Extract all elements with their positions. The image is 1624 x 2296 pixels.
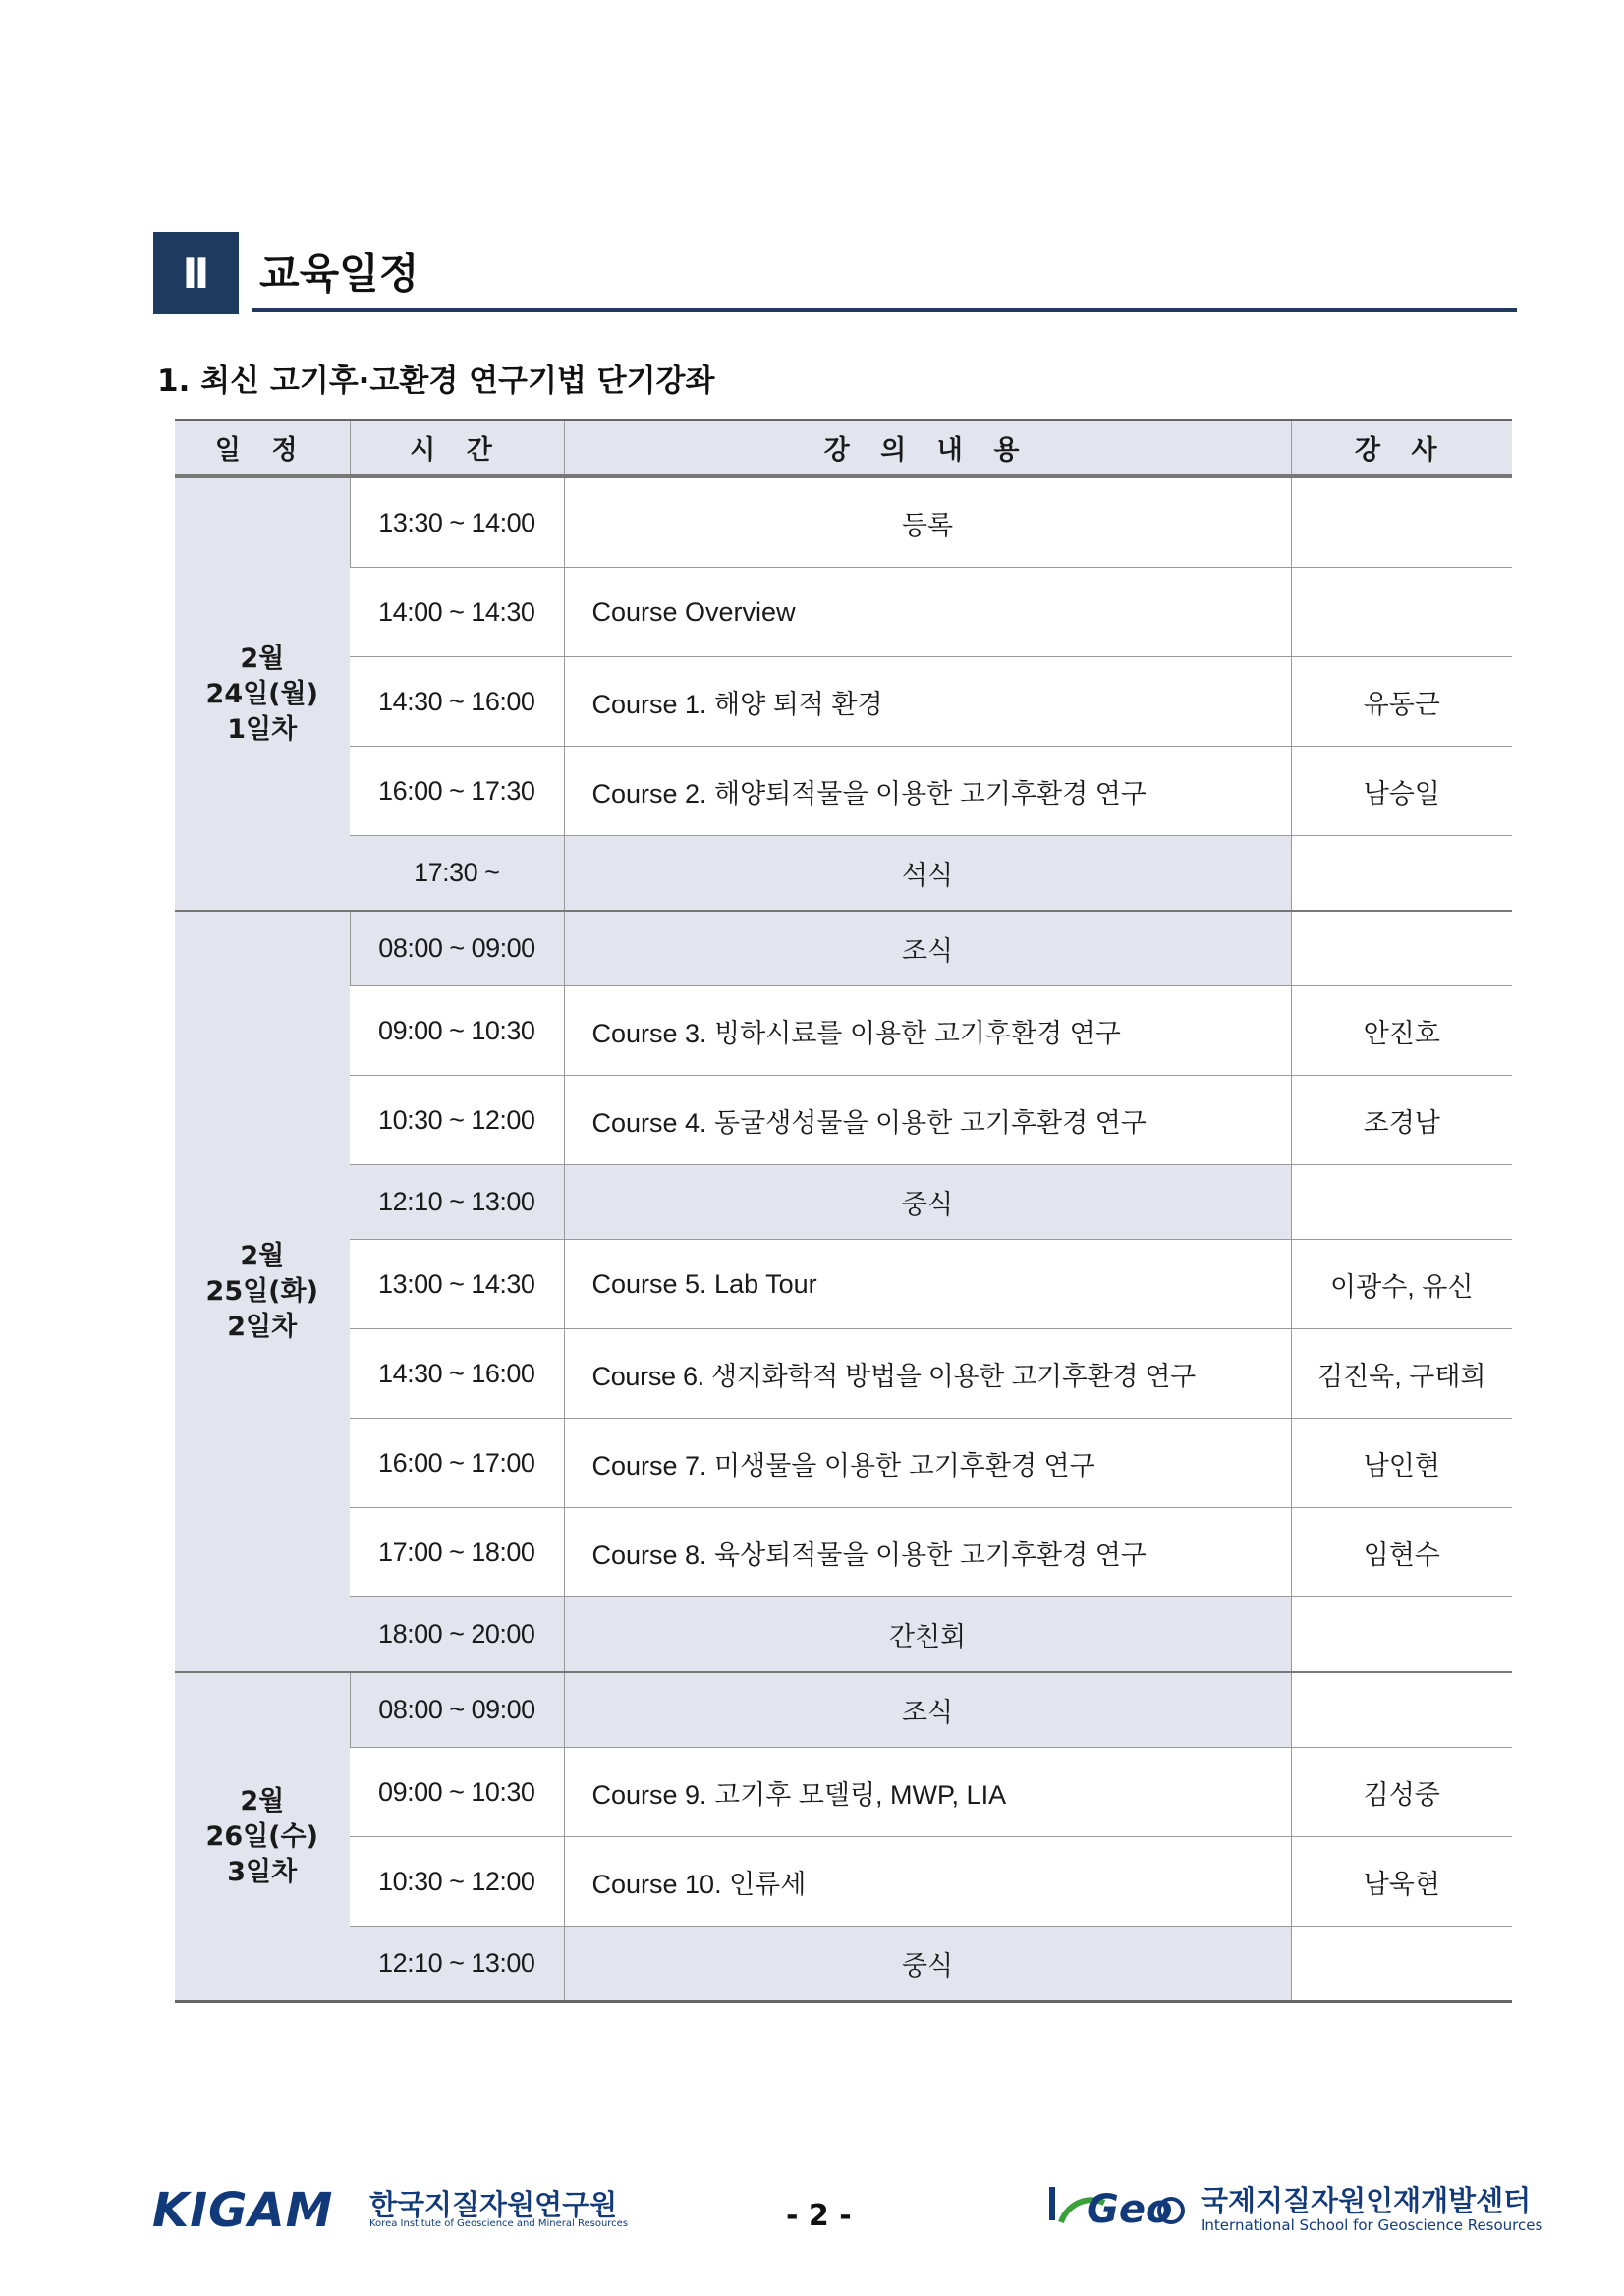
content-cell: 중식	[564, 1927, 1291, 2002]
table-row	[175, 1672, 1512, 1748]
lecturer-cell: 남승일	[1291, 747, 1512, 836]
kigam-name: 한국지질자원연구원	[369, 2188, 618, 2221]
table-row	[175, 1165, 1512, 1240]
page-number: - 2 -	[786, 2199, 852, 2233]
content-cell: 간친회	[564, 1597, 1291, 1673]
table-row	[175, 1837, 1512, 1927]
time-cell: 17:00 ~ 18:00	[350, 1508, 564, 1597]
table-header-row	[175, 420, 1512, 476]
time-cell: 14:30 ~ 16:00	[350, 657, 564, 747]
content-cell: Course 8. 육상퇴적물을 이용한 고기후환경 연구	[564, 1508, 1291, 1597]
time-cell: 12:10 ~ 13:00	[350, 1165, 564, 1240]
time-cell: 10:30 ~ 12:00	[350, 1076, 564, 1165]
kigam-logo: KIGAM	[152, 2183, 334, 2238]
lecturer-cell	[1291, 911, 1512, 986]
content-cell: 등록	[564, 476, 1291, 568]
igeo-english-name: International School for Geoscience Resources	[1201, 2216, 1543, 2234]
content-cell: Course Overview	[564, 568, 1291, 657]
lecturer-cell: 남욱현	[1291, 1837, 1512, 1927]
table-row	[175, 747, 1512, 836]
time-cell: 12:10 ~ 13:00	[350, 1927, 564, 2002]
time-cell: 09:00 ~ 10:30	[350, 986, 564, 1076]
day-2-date: 2월 25일(화) 2일차	[175, 911, 350, 1672]
table-row	[175, 1597, 1512, 1673]
lecturer-cell	[1291, 1927, 1512, 2002]
svg-text:Geo: Geo	[1087, 2187, 1173, 2232]
table-row	[175, 911, 1512, 986]
header-time: 시 간	[350, 420, 564, 476]
lecturer-cell: 김성중	[1291, 1748, 1512, 1837]
section-title: 교육일정	[259, 250, 420, 298]
table-row	[175, 657, 1512, 747]
table-row	[175, 1076, 1512, 1165]
time-cell: 16:00 ~ 17:30	[350, 747, 564, 836]
lecturer-cell	[1291, 568, 1512, 657]
table-row	[175, 476, 1512, 568]
content-cell: 조식	[564, 1672, 1291, 1748]
table-row	[175, 1240, 1512, 1329]
kigam-english-name: Korea Institute of Geoscience and Mineral Resources	[369, 2218, 629, 2229]
time-cell: 08:00 ~ 09:00	[350, 1672, 564, 1748]
lecturer-cell	[1291, 476, 1512, 568]
content-cell: Course 3. 빙하시료를 이용한 고기후환경 연구	[564, 986, 1291, 1076]
time-cell: 14:00 ~ 14:30	[350, 568, 564, 657]
content-cell: Course 2. 해양퇴적물을 이용한 고기후환경 연구	[564, 747, 1291, 836]
content-cell: Course 6. 생지화학적 방법을 이용한 고기후환경 연구	[564, 1329, 1291, 1419]
day-3-date: 2월 26일(수) 3일차	[175, 1672, 350, 2002]
lecturer-cell: 남인현	[1291, 1419, 1512, 1508]
igeo-logo-icon	[1047, 2175, 1187, 2236]
table-row	[175, 1508, 1512, 1597]
time-cell: 13:00 ~ 14:30	[350, 1240, 564, 1329]
lecturer-cell: 이광수, 유신	[1291, 1240, 1512, 1329]
header-lecturer: 강 사	[1291, 420, 1512, 476]
time-cell: 14:30 ~ 16:00	[350, 1329, 564, 1419]
content-cell: Course 4. 동굴생성물을 이용한 고기후환경 연구	[564, 1076, 1291, 1165]
time-cell: 18:00 ~ 20:00	[350, 1597, 564, 1673]
lecturer-cell: 유동근	[1291, 657, 1512, 747]
lecturer-cell	[1291, 1597, 1512, 1673]
lecturer-cell	[1291, 836, 1512, 912]
time-cell: 09:00 ~ 10:30	[350, 1748, 564, 1837]
lecturer-cell	[1291, 1672, 1512, 1748]
table-row	[175, 568, 1512, 657]
header-date: 일 정	[175, 420, 350, 476]
day-1-date: 2월 24일(월) 1일차	[175, 476, 350, 912]
section-rule	[252, 308, 1517, 312]
schedule-table	[175, 419, 1512, 2003]
content-cell: Course 10. 인류세	[564, 1837, 1291, 1927]
lecturer-cell	[1291, 1165, 1512, 1240]
time-cell: 10:30 ~ 12:00	[350, 1837, 564, 1927]
time-cell: 13:30 ~ 14:00	[350, 476, 564, 568]
content-cell: Course 1. 해양 퇴적 환경	[564, 657, 1291, 747]
time-cell: 08:00 ~ 09:00	[350, 911, 564, 986]
igeo-name: 국제지질자원인재개발센터	[1201, 2184, 1532, 2217]
table-row	[175, 986, 1512, 1076]
lecturer-cell: 임현수	[1291, 1508, 1512, 1597]
content-cell: 석식	[564, 836, 1291, 912]
section-number: Ⅱ	[153, 232, 239, 314]
table-row	[175, 1419, 1512, 1508]
lecturer-cell: 안진호	[1291, 986, 1512, 1076]
content-cell: 조식	[564, 911, 1291, 986]
time-cell: 17:30 ~	[350, 836, 564, 912]
table-row	[175, 1748, 1512, 1837]
lecturer-cell: 김진욱, 구태희	[1291, 1329, 1512, 1419]
content-cell: Course 7. 미생물을 이용한 고기후환경 연구	[564, 1419, 1291, 1508]
lecturer-cell: 조경남	[1291, 1076, 1512, 1165]
header-content: 강 의 내 용	[564, 420, 1291, 476]
table-row	[175, 1927, 1512, 2002]
content-cell: 중식	[564, 1165, 1291, 1240]
content-cell: Course 5. Lab Tour	[564, 1240, 1291, 1329]
table-row	[175, 836, 1512, 912]
schedule-subtitle: 1. 최신 고기후·고환경 연구기법 단기강좌	[157, 364, 715, 399]
time-cell: 16:00 ~ 17:00	[350, 1419, 564, 1508]
table-row	[175, 1329, 1512, 1419]
section-heading	[153, 232, 1517, 314]
content-cell: Course 9. 고기후 모델링, MWP, LIA	[564, 1748, 1291, 1837]
